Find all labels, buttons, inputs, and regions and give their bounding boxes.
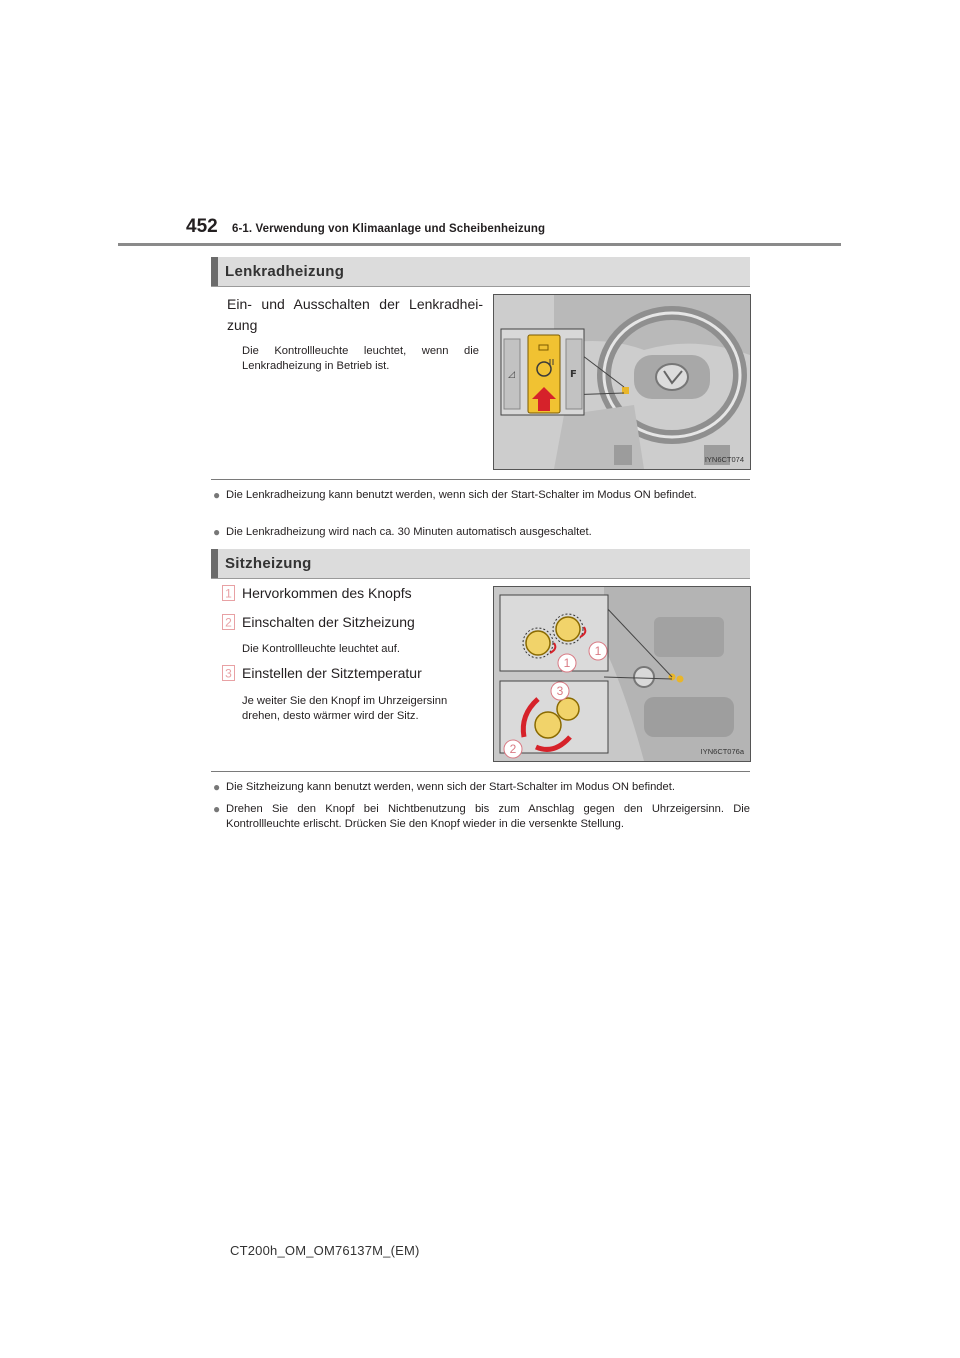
svg-text:1: 1 — [594, 644, 602, 658]
step-1-badge — [222, 585, 235, 601]
svg-text:1: 1 — [225, 586, 232, 601]
section-heading-sitzheizung — [211, 549, 750, 578]
svg-text:3: 3 — [556, 684, 564, 698]
steering-heater-main-text: Ein- und Ausschalten der Lenkradhei-zung — [227, 296, 483, 333]
step-3-badge — [222, 665, 235, 681]
bullet-icon: ● — [213, 525, 221, 539]
note-text: Die Lenkradheizung kann benutzt werden, wenn sich der Start-Schalter im Modus ON befindet. — [226, 489, 697, 501]
step-2-text: Einschalten der Sitzheizung — [242, 614, 415, 630]
step-3-text: Einstellen der Sitztemperatur — [242, 665, 422, 681]
note-item — [213, 802, 750, 832]
seat-heater-illustration — [494, 587, 750, 761]
step-1-text: Hervorkommen des Knopfs — [242, 585, 412, 601]
seat-heater-figure — [493, 586, 751, 762]
svg-text:1: 1 — [563, 656, 571, 670]
section-title: Lenkradheizung — [225, 263, 345, 280]
document-code: CT200h_OM_OM76137M_(EM) — [230, 1243, 420, 1258]
section-title: Sitzheizung — [225, 555, 312, 572]
bullet-icon: ● — [213, 802, 221, 816]
bullet-icon: ● — [213, 780, 221, 794]
steering-heater-figure — [493, 294, 751, 470]
section-accent — [211, 257, 218, 286]
steering-heater-sub-text: Die Kontrollleuchte leuchtet, wenn die Lenkradheizung in Betrieb ist. — [242, 345, 479, 372]
note-item — [213, 780, 750, 795]
svg-text:3: 3 — [225, 666, 232, 681]
section-heading-lenkradheizung — [211, 257, 750, 286]
figure-code: IYN6CT074 — [704, 455, 744, 464]
step-2-sub-text: Die Kontrollleuchte leuchtet auf. — [242, 643, 400, 655]
note-text: Die Lenkradheizung wird nach ca. 30 Minuten automatisch ausgeschaltet. — [226, 526, 592, 538]
step-3-sub-text: Je weiter Sie den Knopf im Uhrzeigersinn drehen, desto wärmer wird der Sitz. — [242, 695, 448, 722]
section-underline — [211, 286, 750, 287]
svg-text:F: F — [570, 369, 577, 380]
steering-wheel-illustration — [494, 295, 750, 469]
figure-code: IYN6CT076a — [700, 747, 744, 756]
section-accent — [211, 549, 218, 578]
chapter-title: 6-1. Verwendung von Klimaanlage und Scheibenheizung — [232, 223, 546, 235]
page-number: 452 — [186, 216, 218, 237]
section-underline — [211, 578, 750, 579]
note-text: Drehen Sie den Knopf bei Nichtbenutzung bis zum Anschlag gegen den Uhrzeigersinn. Die Kontrollleuchte erlischt. Drücken Sie den Knopf wieder in die versenkte Stellung. — [226, 803, 750, 830]
note-item — [213, 488, 750, 503]
note-divider — [211, 479, 750, 480]
note-text: Die Sitzheizung kann benutzt werden, wenn sich der Start-Schalter im Modus ON befindet. — [226, 781, 675, 793]
svg-text:◿: ◿ — [508, 370, 515, 380]
header-rule — [118, 243, 841, 246]
step-2-badge — [222, 614, 235, 630]
svg-text:2: 2 — [509, 742, 517, 756]
svg-text:2: 2 — [225, 615, 232, 630]
bullet-icon: ● — [213, 488, 221, 502]
note-item — [213, 525, 750, 540]
note-divider — [211, 771, 750, 772]
